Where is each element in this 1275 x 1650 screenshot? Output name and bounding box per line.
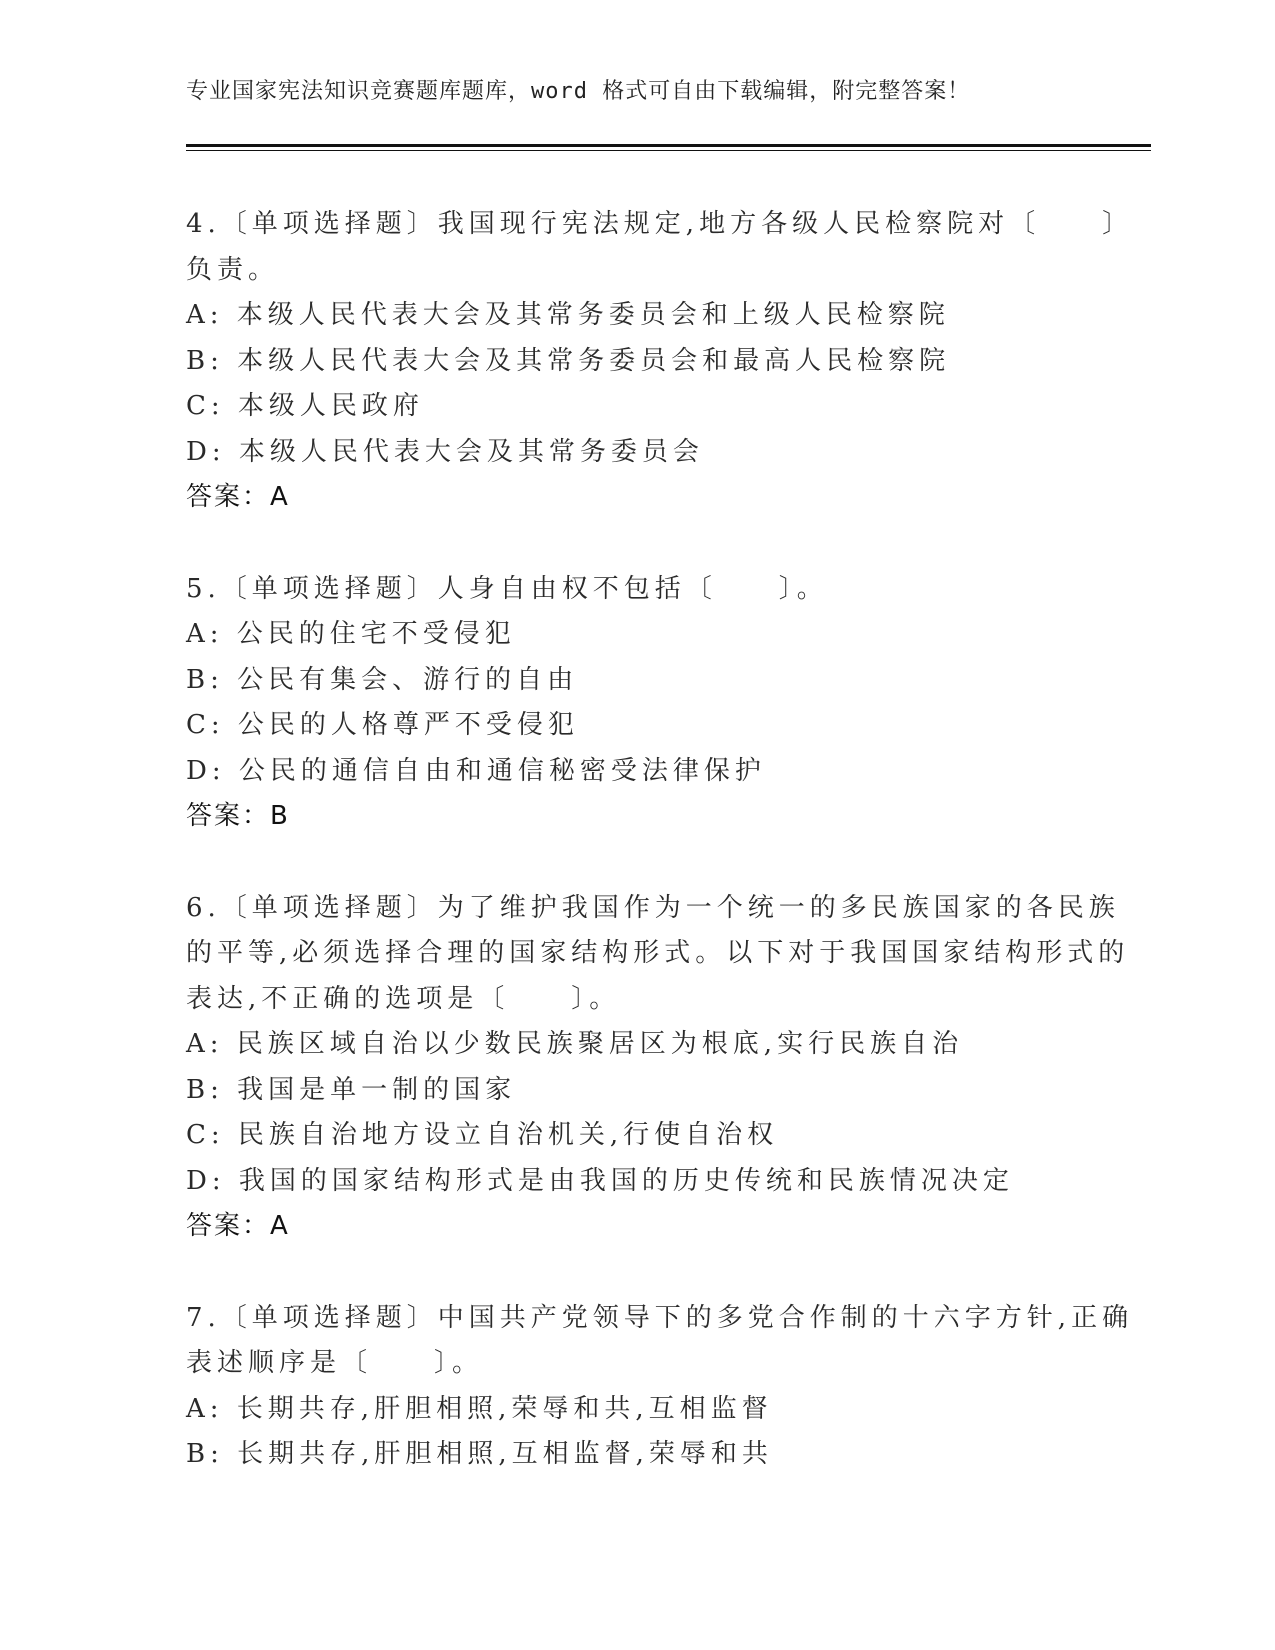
option-a: A: 公民的住宅不受侵犯 <box>186 619 516 649</box>
option-c: C: 公民的人格尊严不受侵犯 <box>186 710 579 740</box>
question-7 <box>186 1296 1134 1478</box>
option-c: C: 民族自治地方设立自治机关,行使自治权 <box>186 1120 779 1150</box>
option-d: D: 本级人民代表大会及其常务委员会 <box>186 436 704 467</box>
answer-label: 答案： <box>186 801 271 831</box>
header-rule-thin <box>186 150 1151 151</box>
option-c: C: 本级人民政府 <box>186 391 424 421</box>
option-b: B: 本级人民代表大会及其常务委员会和最高人民检察院 <box>186 345 951 376</box>
question-stem: 的平等,必须选择合理的国家结构形式。以下对于我国国家结构形式的 <box>186 938 1130 968</box>
header-rule-thick <box>186 144 1151 147</box>
question-6 <box>186 886 1130 1250</box>
answer-line <box>186 475 1086 521</box>
question-4 <box>186 202 1134 521</box>
question-stem: 表述顺序是〔 〕。 <box>186 1348 484 1378</box>
option-b: B: 长期共存,肝胆相照,互相监督,荣辱和共 <box>186 1439 773 1469</box>
option-d: D: 我国的国家结构形式是由我国的历史传统和民族情况决定 <box>186 1165 1014 1196</box>
answer-value: A <box>270 482 288 512</box>
question-5 <box>186 567 1086 840</box>
option-a: A: 长期共存,肝胆相照,荣辱和共,互相监督 <box>186 1393 773 1424</box>
answer-line <box>186 794 1086 840</box>
answer-label: 答案： <box>186 1211 271 1241</box>
option-d: D: 公民的通信自由和通信秘密受法律保护 <box>186 755 766 786</box>
answer-label: 答案： <box>186 482 271 512</box>
option-a: A: 民族区域自治以少数民族聚居区为根底,实行民族自治 <box>186 1029 964 1059</box>
option-b: B: 公民有集会、游行的自由 <box>186 664 579 695</box>
question-stem: 4.〔单项选择题〕我国现行宪法规定,地方各级人民检察院对〔 〕 <box>186 209 1134 239</box>
question-stem: 7.〔单项选择题〕中国共产党领导下的多党合作制的十六字方针,正确 <box>186 1302 1134 1333</box>
option-a: A: 本级人民代表大会及其常务委员会和上级人民检察院 <box>186 300 950 330</box>
question-stem: 表达,不正确的选项是〔 〕。 <box>186 983 621 1014</box>
question-stem: 5.〔单项选择题〕人身自由权不包括〔 〕。 <box>186 573 828 604</box>
answer-value: B <box>270 801 288 831</box>
question-list <box>186 202 1134 1524</box>
page-header: 专业国家宪法知识竞赛题库题库，word 格式可自由下载编辑，附完整答案！ <box>186 79 971 104</box>
option-b: B: 我国是单一制的国家 <box>186 1074 517 1105</box>
answer-value: A <box>270 1211 288 1241</box>
question-stem: 6.〔单项选择题〕为了维护我国作为一个统一的多民族国家的各民族 <box>186 892 1120 923</box>
answer-line <box>186 1204 1086 1250</box>
question-stem: 负责。 <box>186 254 280 285</box>
